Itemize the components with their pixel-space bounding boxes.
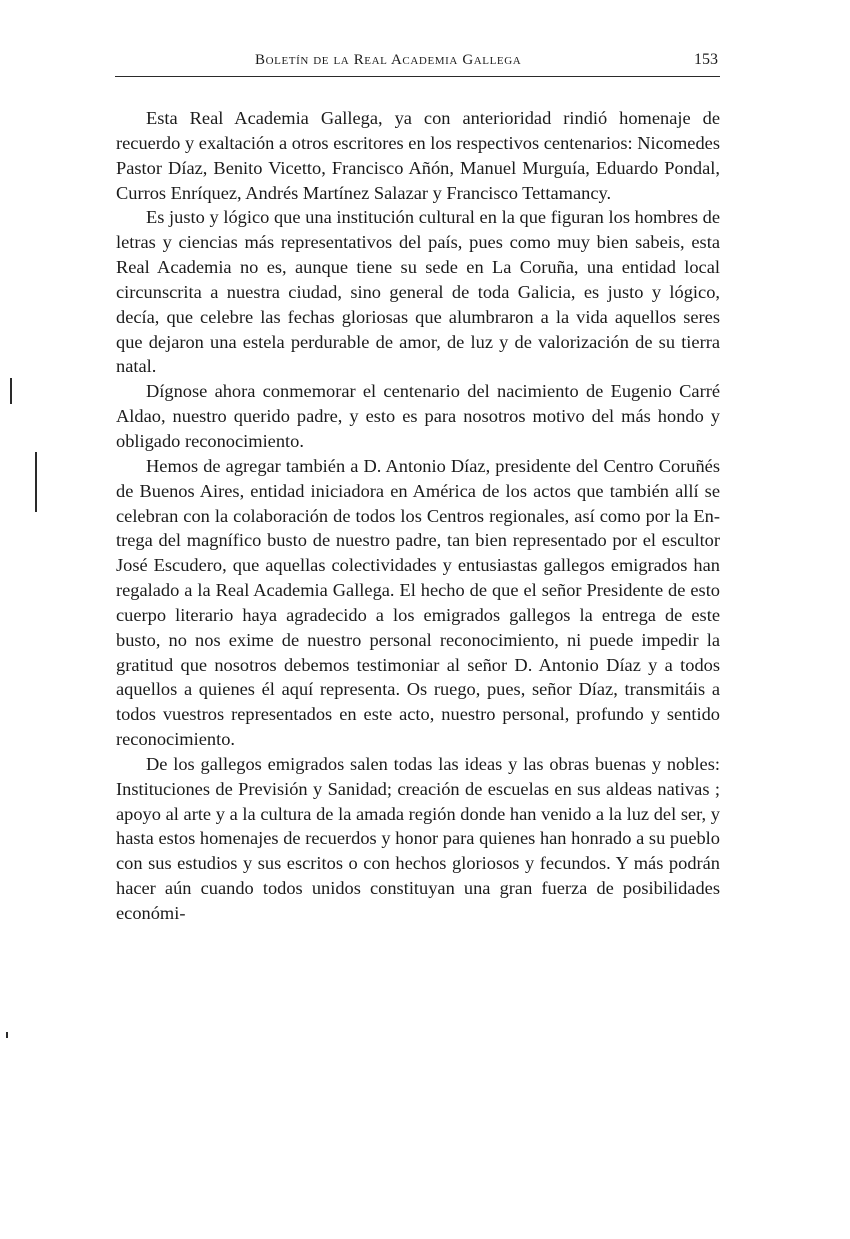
body-text xyxy=(116,106,720,926)
paragraph-3: Dígnose ahora conmemorar el centenario del nacimiento de Eugenio Carré Aldao, nuestro querido padre, y esto es para nosotros motivo del más hondo y obligado reconocimiento. xyxy=(116,381,720,451)
paragraph-4: Hemos de agregar también a D. Antonio Díaz, presidente del Centro Coruñés de Buenos Aires, entidad iniciadora en América de los actos que también allí se celebran con la colaboración de todos los Centros regionales, así como por la Entrega del magnífico busto de nuestro padre, tan bien representado por el escultor José Escudero, que aquellas colectividades y entusiastas gallegos emigrados han regalado a la Real Academia Gallega. El hecho de que el señor Presidente de esto cuerpo literario haya agradecido a los emigrados gallegos la entrega de este busto, no nos exime de nuestro personal reconocimiento, ni puede impedir la gratitud que nosotros debemos testimoniar al señor D. Antonio Díaz y a todos aquellos a quienes él aquí representa. Os ruego, pues, señor Díaz, transmitáis a todos vuestros representados en este acto, nuestro personal, profundo y sentido reconocimiento. xyxy=(116,455,720,750)
paragraph-5: De los gallegos emigrados salen todas las ideas y las obras buenas y nobles: Instituciones de Previsión y Sanidad; creación de escuelas en sus aldeas nativas ; apoyo al arte y a la cultura de la amada región donde han venido a la luz del ser, y hasta estos homenajes de recuerdos y honor para quienes han honrado a su pueblo con sus estudios y sus escritos o con hechos gloriosos y fecundos. Y más podrán hacer aún cuando todos unidos constituyan una gran fuerza de posibilidades económi- xyxy=(116,753,720,923)
paragraph-1: Esta Real Academia Gallega, ya con anterioridad rindió homenaje de recuerdo y exaltación a otros escritores en los respectivos centenarios: Nicomedes Pastor Díaz, Benito Vicetto, Francisco Añón, Manuel Murguía, Eduardo Pondal, Curros Enríquez, Andrés Martínez Salazar y Francisco Tettamancy. xyxy=(116,108,720,203)
running-title: Boletín de la Real Academia Gallega xyxy=(255,52,522,68)
running-header xyxy=(115,50,720,77)
page-number: 153 xyxy=(694,51,718,68)
margin-scan-mark xyxy=(10,378,12,404)
margin-scan-mark xyxy=(35,452,37,512)
paragraph-2: Es justo y lógico que una institución cultural en la que figuran los hombres de letras y ciencias más representativos del país, pues como muy bien sabeis, esta Real Academia no es, aunque tiene su sede en La Coruña, una entidad local circunscrita a nuestra ciudad, sino general de toda Galicia, es justo y lógico, decía, que celebre las fechas gloriosas que alumbraron a la vida aquellos seres que dejaron una estela perdurable de amor, de luz y de valorización de su tierra natal. xyxy=(116,207,720,377)
margin-scan-mark xyxy=(6,1032,8,1038)
